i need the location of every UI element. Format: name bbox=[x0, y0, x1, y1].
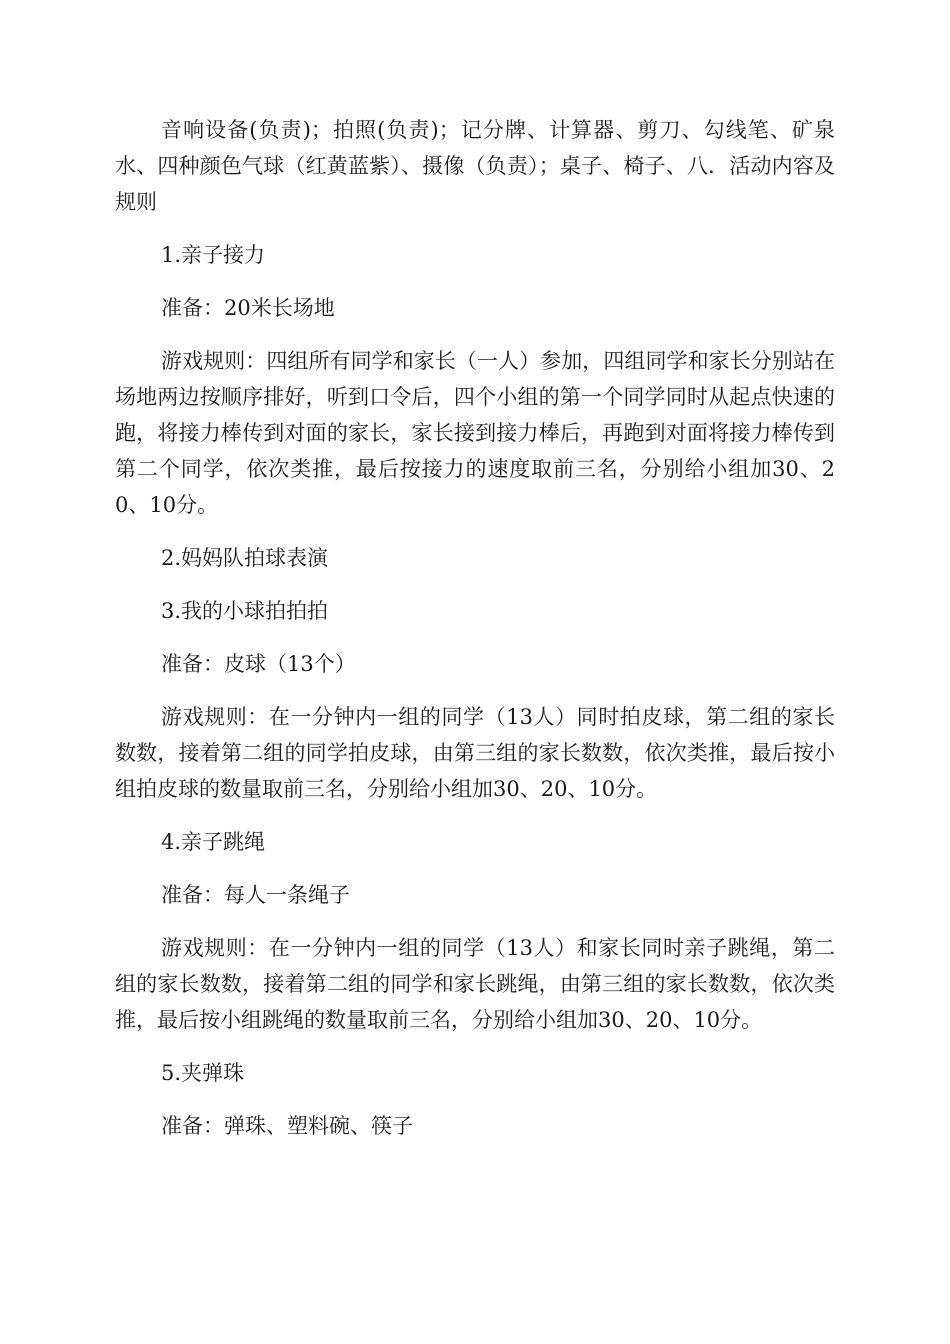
document-page bbox=[115, 112, 835, 1161]
section-heading-mom-ball-show: 2.妈妈队拍球表演 bbox=[161, 546, 329, 570]
jump-rope-preparation: 准备：每人一条绳子 bbox=[161, 883, 350, 907]
relay-preparation: 准备：20米长场地 bbox=[161, 296, 335, 320]
relay-rules: 游戏规则：四组所有同学和家长（一人）参加，四组同学和家长分别站在场地两边按顺序排好，听到口令后，四个小组的第一个同学同时从起点快速的跑，将接力棒传到对面的家长，家长接到接力棒后，再跑到对面将接力棒传到第二个同学，依次类推，最后按接力的速度取前三名，分别给小组加30、20、10分。 bbox=[115, 349, 835, 517]
section-heading-jump-rope: 4.亲子跳绳 bbox=[161, 830, 266, 854]
section-heading-relay: 1.亲子接力 bbox=[161, 243, 266, 267]
section-heading-ball-bounce: 3.我的小球拍拍拍 bbox=[161, 599, 329, 623]
ball-bounce-rules: 游戏规则：在一分钟内一组的同学（13人）同时拍皮球，第二组的家长数数，接着第二组的同学拍皮球，由第三组的家长数数，依次类推，最后按小组拍皮球的数量取前三名，分别给小组加30、20、10分。 bbox=[115, 705, 835, 801]
section-heading-marbles: 5.夹弹珠 bbox=[161, 1061, 245, 1085]
equipment-list-paragraph: 音响设备(负责)；拍照(负责)；记分牌、计算器、剪刀、勾线笔、矿泉水、四种颜色气球（红黄蓝紫）、摄像（负责）；桌子、椅子、八．活动内容及规则 bbox=[115, 118, 835, 214]
ball-bounce-preparation: 准备：皮球（13个） bbox=[161, 652, 356, 676]
jump-rope-rules: 游戏规则：在一分钟内一组的同学（13人）和家长同时亲子跳绳，第二组的家长数数，接着第二组的同学和家长跳绳，由第三组的家长数数，依次类推，最后按小组跳绳的数量取前三名，分别给小组加30、20、10分。 bbox=[115, 936, 835, 1032]
marbles-preparation: 准备：弹珠、塑料碗、筷子 bbox=[161, 1114, 413, 1138]
